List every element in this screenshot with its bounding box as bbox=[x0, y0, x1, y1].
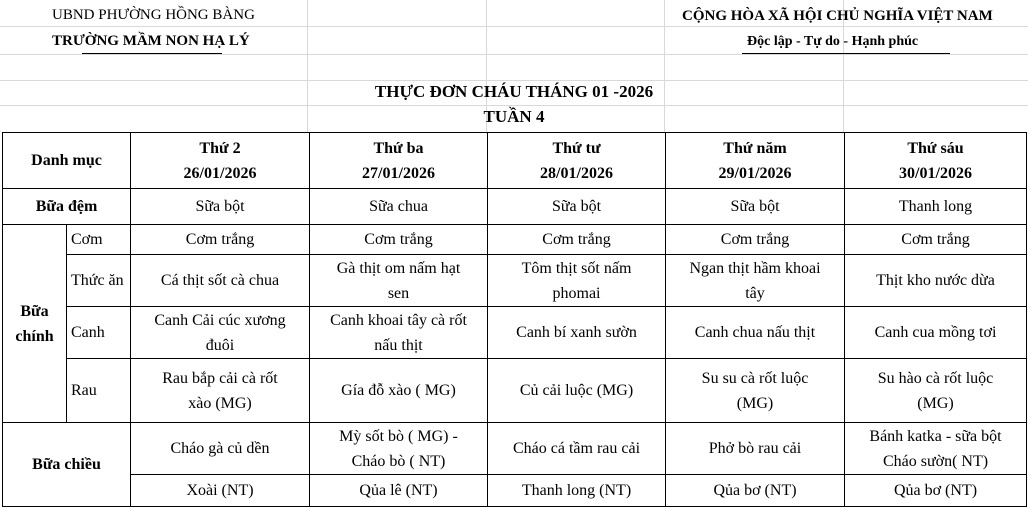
day-date: 28/01/2026 bbox=[540, 164, 613, 182]
menu-cell bbox=[310, 225, 488, 255]
menu-cell bbox=[131, 307, 310, 359]
menu-cell-line: Củ cải luộc (MG) bbox=[519, 382, 634, 399]
menu-cell bbox=[310, 359, 488, 423]
bua-chieu-label: Bữa chiều bbox=[3, 423, 131, 507]
motto: Độc lập - Tự do - Hạnh phúc bbox=[747, 34, 919, 49]
sub-category-label: Canh bbox=[67, 307, 131, 359]
menu-cell-line: Ngan thịt hầm khoai bbox=[689, 259, 821, 277]
menu-cell bbox=[666, 423, 845, 475]
menu-cell bbox=[488, 423, 666, 475]
menu-cell bbox=[310, 307, 488, 359]
menu-cell: Sữa chua bbox=[310, 189, 488, 225]
menu-cell-line: Canh chua nấu thịt bbox=[694, 324, 816, 341]
menu-cell bbox=[131, 255, 310, 307]
menu-cell-line: Cơm trắng bbox=[185, 231, 255, 248]
menu-cell-line: (MG) bbox=[917, 394, 954, 412]
menu-cell bbox=[666, 255, 845, 307]
sub-category-label: Cơm bbox=[67, 225, 131, 255]
school-name: TRƯỜNG MẦM NON HẠ LÝ bbox=[52, 33, 250, 49]
menu-cell bbox=[666, 225, 845, 255]
menu-cell-line: Su hào cà rốt luộc bbox=[877, 369, 994, 387]
menu-cell-line: đuôi bbox=[205, 336, 235, 354]
menu-cell-line: tây bbox=[745, 284, 765, 302]
menu-cell-line: Phở bò rau cải bbox=[708, 440, 802, 457]
sub-category-label: Rau bbox=[67, 359, 131, 423]
menu-cell-line: Mỳ sốt bò ( MG) - bbox=[339, 427, 458, 445]
menu-cell-line: Cá thịt sốt cà chua bbox=[160, 272, 280, 289]
menu-cell: Thanh long bbox=[845, 189, 1027, 225]
menu-cell: Thanh long (NT) bbox=[488, 475, 666, 507]
day-date: 30/01/2026 bbox=[899, 164, 972, 182]
menu-cell bbox=[488, 359, 666, 423]
motto-underline bbox=[742, 53, 950, 54]
day-header bbox=[131, 133, 310, 189]
menu-week: TUẦN 4 bbox=[483, 107, 545, 126]
bua-dem-label: Bữa đệm bbox=[3, 189, 131, 225]
district-name: UBND PHƯỜNG HỒNG BÀNG bbox=[52, 7, 255, 23]
menu-cell bbox=[666, 307, 845, 359]
menu-cell-line: Canh khoai tây cà rốt bbox=[330, 311, 467, 329]
menu-cell bbox=[845, 359, 1027, 423]
sub-category-label: Thức ăn bbox=[67, 255, 131, 307]
menu-cell-line: sen bbox=[387, 284, 410, 302]
menu-cell: Sữa bột bbox=[131, 189, 310, 225]
menu-cell-line: Cháo gà củ dền bbox=[170, 440, 270, 457]
day-date: 26/01/2026 bbox=[183, 164, 257, 182]
day-header bbox=[310, 133, 488, 189]
menu-cell: Qủa lê (NT) bbox=[310, 475, 488, 507]
menu-cell bbox=[310, 255, 488, 307]
menu-cell-line: Cháo sườn( NT) bbox=[882, 452, 989, 470]
menu-cell bbox=[845, 255, 1027, 307]
menu-cell-line: Cháo cá tầm rau cải bbox=[512, 440, 641, 457]
menu-cell bbox=[310, 423, 488, 475]
country-name: CỘNG HÒA XÃ HỘI CHỦ NGHĨA VIỆT NAM bbox=[682, 8, 993, 24]
menu-cell: Qủa bơ (NT) bbox=[666, 475, 845, 507]
day-name: Thứ ba bbox=[373, 139, 424, 157]
menu-cell bbox=[845, 307, 1027, 359]
day-name: Thứ năm bbox=[723, 139, 787, 157]
school-name-underline bbox=[82, 53, 222, 54]
bua-chinh-label-line: Bữa bbox=[20, 302, 49, 320]
menu-cell-line: Canh cua mồng tơi bbox=[874, 324, 997, 341]
menu-cell-line: Rau bắp cải cà rốt bbox=[162, 369, 278, 387]
menu-title: THỰC ĐƠN CHÁU THÁNG 01 -2026 bbox=[374, 82, 654, 101]
menu-cell bbox=[488, 307, 666, 359]
menu-cell-line: Tôm thịt sốt nấm bbox=[521, 259, 632, 277]
menu-cell-line: phomai bbox=[552, 284, 601, 302]
menu-cell-line: Canh Cải cúc xương bbox=[154, 311, 286, 329]
menu-cell-line: Su su cà rốt luộc bbox=[701, 369, 809, 387]
menu-cell bbox=[131, 423, 310, 475]
menu-cell: Qủa bơ (NT) bbox=[845, 475, 1027, 507]
menu-cell-line: Cháo bò ( NT) bbox=[351, 452, 446, 470]
menu-cell-line: Gà thịt om nấm hạt bbox=[336, 259, 461, 277]
day-name: Thứ tư bbox=[552, 139, 601, 157]
menu-cell bbox=[488, 225, 666, 255]
day-date: 29/01/2026 bbox=[718, 164, 792, 182]
menu-cell bbox=[845, 423, 1027, 475]
menu-cell-line: nấu thịt bbox=[374, 336, 423, 354]
day-header bbox=[488, 133, 666, 189]
menu-cell-line: Canh bí xanh sườn bbox=[516, 324, 637, 341]
menu-cell bbox=[845, 225, 1027, 255]
day-header bbox=[845, 133, 1027, 189]
menu-cell: Sữa bột bbox=[666, 189, 845, 225]
menu-cell-line: Cơm trắng bbox=[720, 231, 790, 248]
menu-cell-line: Thịt kho nước dừa bbox=[876, 272, 995, 289]
day-date: 27/01/2026 bbox=[362, 164, 435, 182]
menu-table bbox=[2, 132, 1027, 507]
menu-cell-line: Cơm trắng bbox=[364, 231, 433, 248]
category-header: Danh mục bbox=[3, 133, 131, 189]
menu-cell: Xoài (NT) bbox=[131, 475, 310, 507]
menu-cell-line: Cơm trắng bbox=[901, 231, 970, 248]
menu-cell: Sữa bột bbox=[488, 189, 666, 225]
menu-cell-line: Gía đỗ xào ( MG) bbox=[341, 382, 456, 399]
menu-cell-line: xào (MG) bbox=[188, 394, 252, 412]
menu-cell bbox=[131, 225, 310, 255]
bua-chinh-label-line: chính bbox=[15, 327, 54, 345]
menu-cell bbox=[666, 359, 845, 423]
menu-cell-line: Bánh katka - sữa bột bbox=[869, 427, 1002, 445]
day-header bbox=[666, 133, 845, 189]
menu-cell-line: (MG) bbox=[736, 394, 774, 412]
menu-cell bbox=[131, 359, 310, 423]
menu-cell-line: Cơm trắng bbox=[542, 231, 611, 248]
menu-cell bbox=[488, 255, 666, 307]
day-name: Thứ 2 bbox=[199, 139, 241, 157]
bua-chinh-label bbox=[3, 225, 67, 423]
day-name: Thứ sáu bbox=[907, 139, 964, 157]
